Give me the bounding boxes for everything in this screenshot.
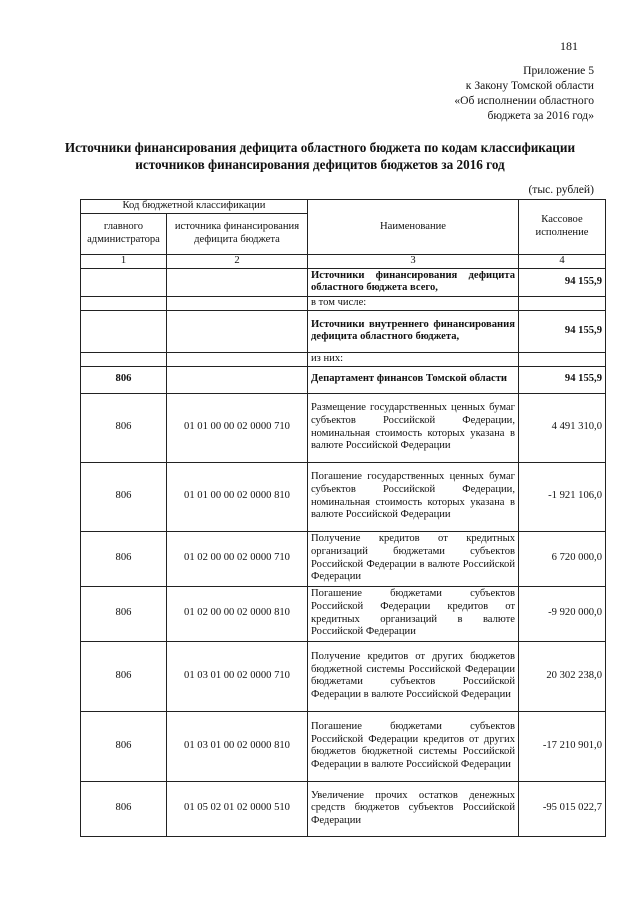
admin-code-cell: 806 — [81, 586, 167, 641]
name-cell: Погашение бюджетами субъектов Российской Федерации кредитов от кредитных организаций в валюте Российской Федерации — [308, 586, 519, 641]
table-row — [81, 352, 606, 366]
column-number: 3 — [308, 255, 519, 269]
source-code-cell: 01 01 00 00 02 0000 710 — [167, 393, 308, 462]
admin-code-cell: 806 — [81, 711, 167, 781]
table-row — [81, 586, 606, 641]
header-source: источника финансирования дефицита бюджета — [167, 214, 308, 255]
amount-cell: 6 720 000,0 — [519, 531, 606, 586]
name-cell: Получение кредитов от кредитных организаций бюджетами субъектов Российской Федерации в валюте Российской Федерации — [308, 531, 519, 586]
table-row — [81, 781, 606, 836]
header-code-group: Код бюджетной классификации — [81, 200, 308, 214]
name-cell: в том числе: — [308, 296, 519, 310]
table-row — [81, 393, 606, 462]
admin-code-cell — [81, 296, 167, 310]
column-number: 2 — [167, 255, 308, 269]
source-code-cell — [167, 352, 308, 366]
appendix-line: к Закону Томской области — [465, 79, 594, 92]
admin-code-cell: 806 — [81, 366, 167, 393]
admin-code-cell: 806 — [81, 781, 167, 836]
table-row — [81, 462, 606, 531]
admin-code-cell — [81, 310, 167, 352]
page-number: 181 — [560, 39, 578, 53]
table-row — [81, 296, 606, 310]
table-row — [81, 641, 606, 711]
name-cell: из них: — [308, 352, 519, 366]
name-cell: Получение кредитов от других бюджетов бюджетной системы Российской Федерации бюджетами субъектов Российской Федерации в валюте Российской Федерации — [308, 641, 519, 711]
amount-cell: 94 155,9 — [519, 366, 606, 393]
column-number: 4 — [519, 255, 606, 269]
header-amount: Кассовое исполнение — [519, 200, 606, 255]
source-code-cell — [167, 366, 308, 393]
amount-cell: -9 920 000,0 — [519, 586, 606, 641]
name-cell: Погашение бюджетами субъектов Российской Федерации кредитов от других бюджетов бюджетной системы Российской Федерации в валюте Российской Федерации — [308, 711, 519, 781]
admin-code-cell: 806 — [81, 393, 167, 462]
column-number: 1 — [81, 255, 167, 269]
admin-code-cell — [81, 268, 167, 296]
document-title: Источники финансирования дефицита областного бюджета по кодам классификации источников финансирования дефицитов бюджетов за 2016 год — [64, 140, 576, 172]
amount-cell: 94 155,9 — [519, 310, 606, 352]
admin-code-cell: 806 — [81, 462, 167, 531]
amount-cell: 4 491 310,0 — [519, 393, 606, 462]
name-cell: Источники внутреннего финансирования дефицита областного бюджета, — [308, 310, 519, 352]
source-code-cell: 01 02 00 00 02 0000 710 — [167, 531, 308, 586]
table-row — [81, 310, 606, 352]
appendix-line: бюджета за 2016 год» — [487, 109, 594, 122]
appendix-note — [374, 63, 594, 123]
name-cell: Погашение государственных ценных бумаг субъектов Российской Федерации, номинальная стоимость которых указана в валюте Российской Федерации — [308, 462, 519, 531]
name-cell: Увеличение прочих остатков денежных средств бюджетов субъектов Российской Федерации — [308, 781, 519, 836]
header-name: Наименование — [308, 200, 519, 255]
appendix-line: Приложение 5 — [523, 64, 594, 77]
amount-cell: 20 302 238,0 — [519, 641, 606, 711]
source-code-cell: 01 03 01 00 02 0000 710 — [167, 641, 308, 711]
table-body — [81, 268, 606, 836]
name-cell: Департамент финансов Томской области — [308, 366, 519, 393]
amount-cell: 94 155,9 — [519, 268, 606, 296]
amount-cell — [519, 296, 606, 310]
table-row — [81, 366, 606, 393]
source-code-cell: 01 03 01 00 02 0000 810 — [167, 711, 308, 781]
sources-table — [80, 199, 606, 837]
source-code-cell — [167, 310, 308, 352]
admin-code-cell: 806 — [81, 641, 167, 711]
name-cell: Размещение государственных ценных бумаг субъектов Российской Федерации, номинальная стоимость которых указана в валюте Российской Федерации — [308, 393, 519, 462]
table-row — [81, 268, 606, 296]
name-cell: Источники финансирования дефицита областного бюджета всего, — [308, 268, 519, 296]
header-admin: главного администратора — [81, 214, 167, 255]
source-code-cell: 01 05 02 01 02 0000 510 — [167, 781, 308, 836]
source-code-cell: 01 02 00 00 02 0000 810 — [167, 586, 308, 641]
units-label: (тыс. рублей) — [528, 183, 594, 196]
source-code-cell: 01 01 00 00 02 0000 810 — [167, 462, 308, 531]
source-code-cell — [167, 296, 308, 310]
amount-cell — [519, 352, 606, 366]
table-row — [81, 711, 606, 781]
admin-code-cell: 806 — [81, 531, 167, 586]
appendix-line: «Об исполнении областного — [454, 94, 594, 107]
amount-cell: -1 921 106,0 — [519, 462, 606, 531]
table-row — [81, 531, 606, 586]
amount-cell: -95 015 022,7 — [519, 781, 606, 836]
admin-code-cell — [81, 352, 167, 366]
amount-cell: -17 210 901,0 — [519, 711, 606, 781]
source-code-cell — [167, 268, 308, 296]
